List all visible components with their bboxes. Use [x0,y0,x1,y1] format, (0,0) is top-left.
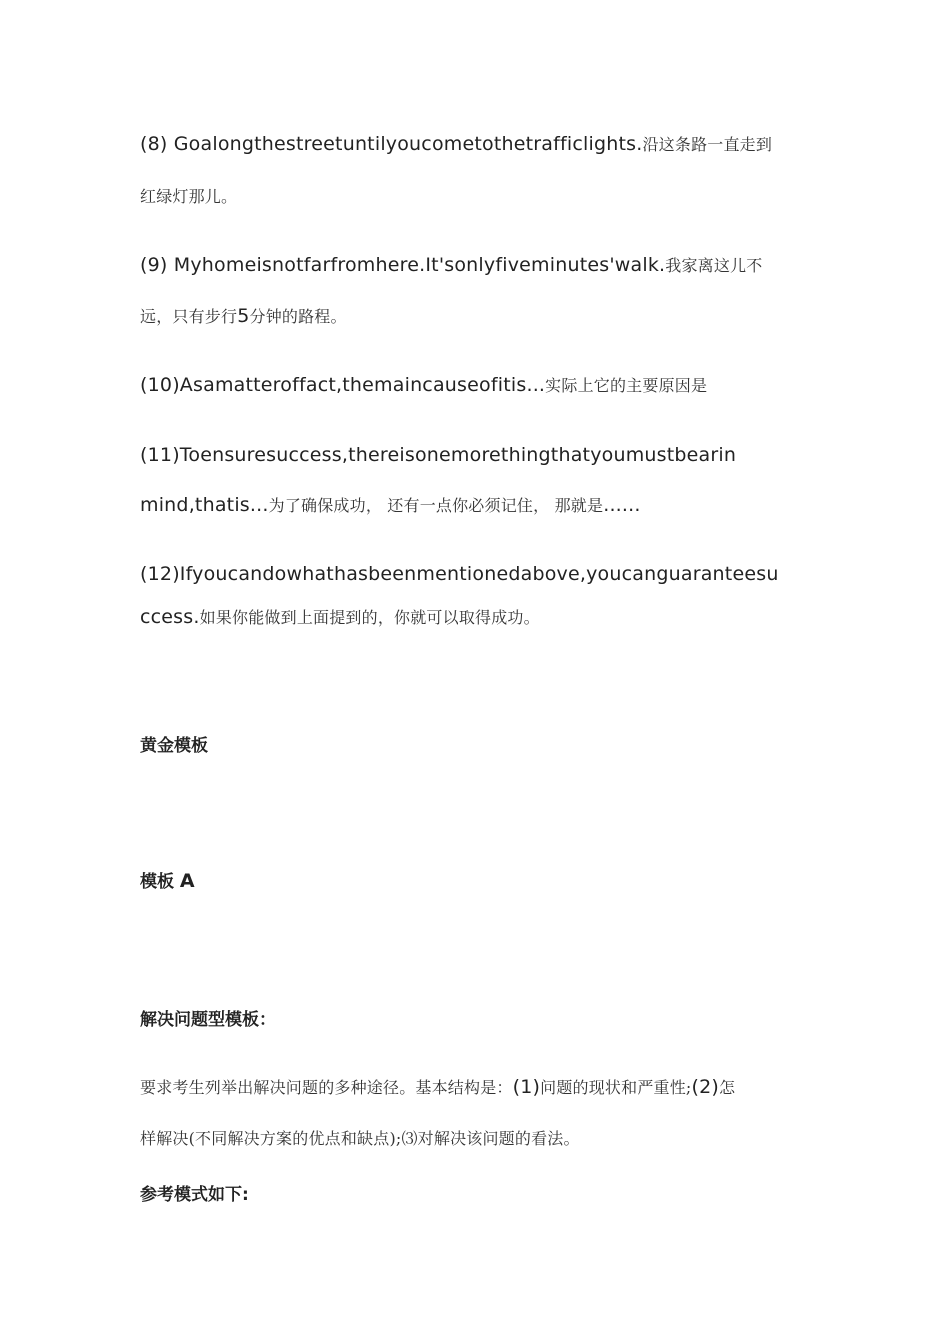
item-10-english: (10)Asamatteroffact,themaincauseofitis... [140,374,546,396]
heading-problem-solving: 解决问题型模板： [140,1010,276,1030]
description-text-a: 要求考生列举出解决问题的多种途径。基本结构是： [140,1078,513,1097]
description-number-1: (1) [512,1076,541,1098]
item-12-english: (12)Ifyoucandowhathasbeenmentionedabove,youcanguaranteesu [140,563,779,585]
item-9-number: 5 [237,305,250,327]
description-line-1 [140,1074,735,1101]
item-8-chinese-cont: 红绿灯那儿。 [140,187,238,206]
item-12-line-1 [140,561,779,587]
item-10-line-1 [140,372,707,399]
item-11-chinese: 为了确保成功， 还有一点你必须记住， 那就是 [268,496,604,515]
item-9-english: (9) Myhomeisnotfarfromhere.It'sonlyfiveminutes'walk. [140,254,666,276]
item-11-line-1 [140,442,736,468]
item-8-line-1 [140,131,772,158]
description-text-line-2: 样解决(不同解决方案的优点和缺点);⑶对解决该问题的看法。 [140,1129,580,1148]
item-9-chinese-cont-a: 远，只有步行 [140,307,238,326]
description-text-b: 问题的现状和严重性; [540,1078,692,1097]
item-11-line-2 [140,492,641,519]
item-11-english: (11)Toensuresuccess,thereisonemorethingthatyoumustbearin [140,444,737,466]
item-10-chinese: 实际上它的主要原因是 [545,376,708,395]
item-12-chinese: 如果你能做到上面提到的，你就可以取得成功。 [199,608,540,627]
item-8-english: (8) Goalongthestreetuntilyoucometothetrafficlights. [140,133,643,155]
heading-template-a [140,869,195,894]
item-11-english-cont: mind,thatis... [140,494,269,516]
item-11-ellipsis: ...... [603,494,641,516]
description-number-2: (2) [691,1076,720,1098]
item-12-english-cont: ccess. [140,606,200,628]
heading-template-a-cn: 模板 [140,872,174,892]
item-9-line-1 [140,252,762,279]
description-text-c: 怎 [719,1078,736,1097]
item-9-chinese-cont-b: 分钟的路程。 [249,307,347,326]
item-9-line-2 [140,303,347,330]
heading-reference-mode: 参考模式如下: [140,1185,249,1205]
item-12-line-2 [140,604,540,631]
heading-golden-template: 黄金模板 [140,736,208,756]
item-8-chinese: 沿这条路一直走到 [642,135,773,154]
heading-template-a-letter: A [179,870,195,892]
item-9-chinese: 我家离这儿不 [665,256,763,275]
description-line-2 [140,1125,580,1152]
item-8-line-2 [140,183,237,210]
